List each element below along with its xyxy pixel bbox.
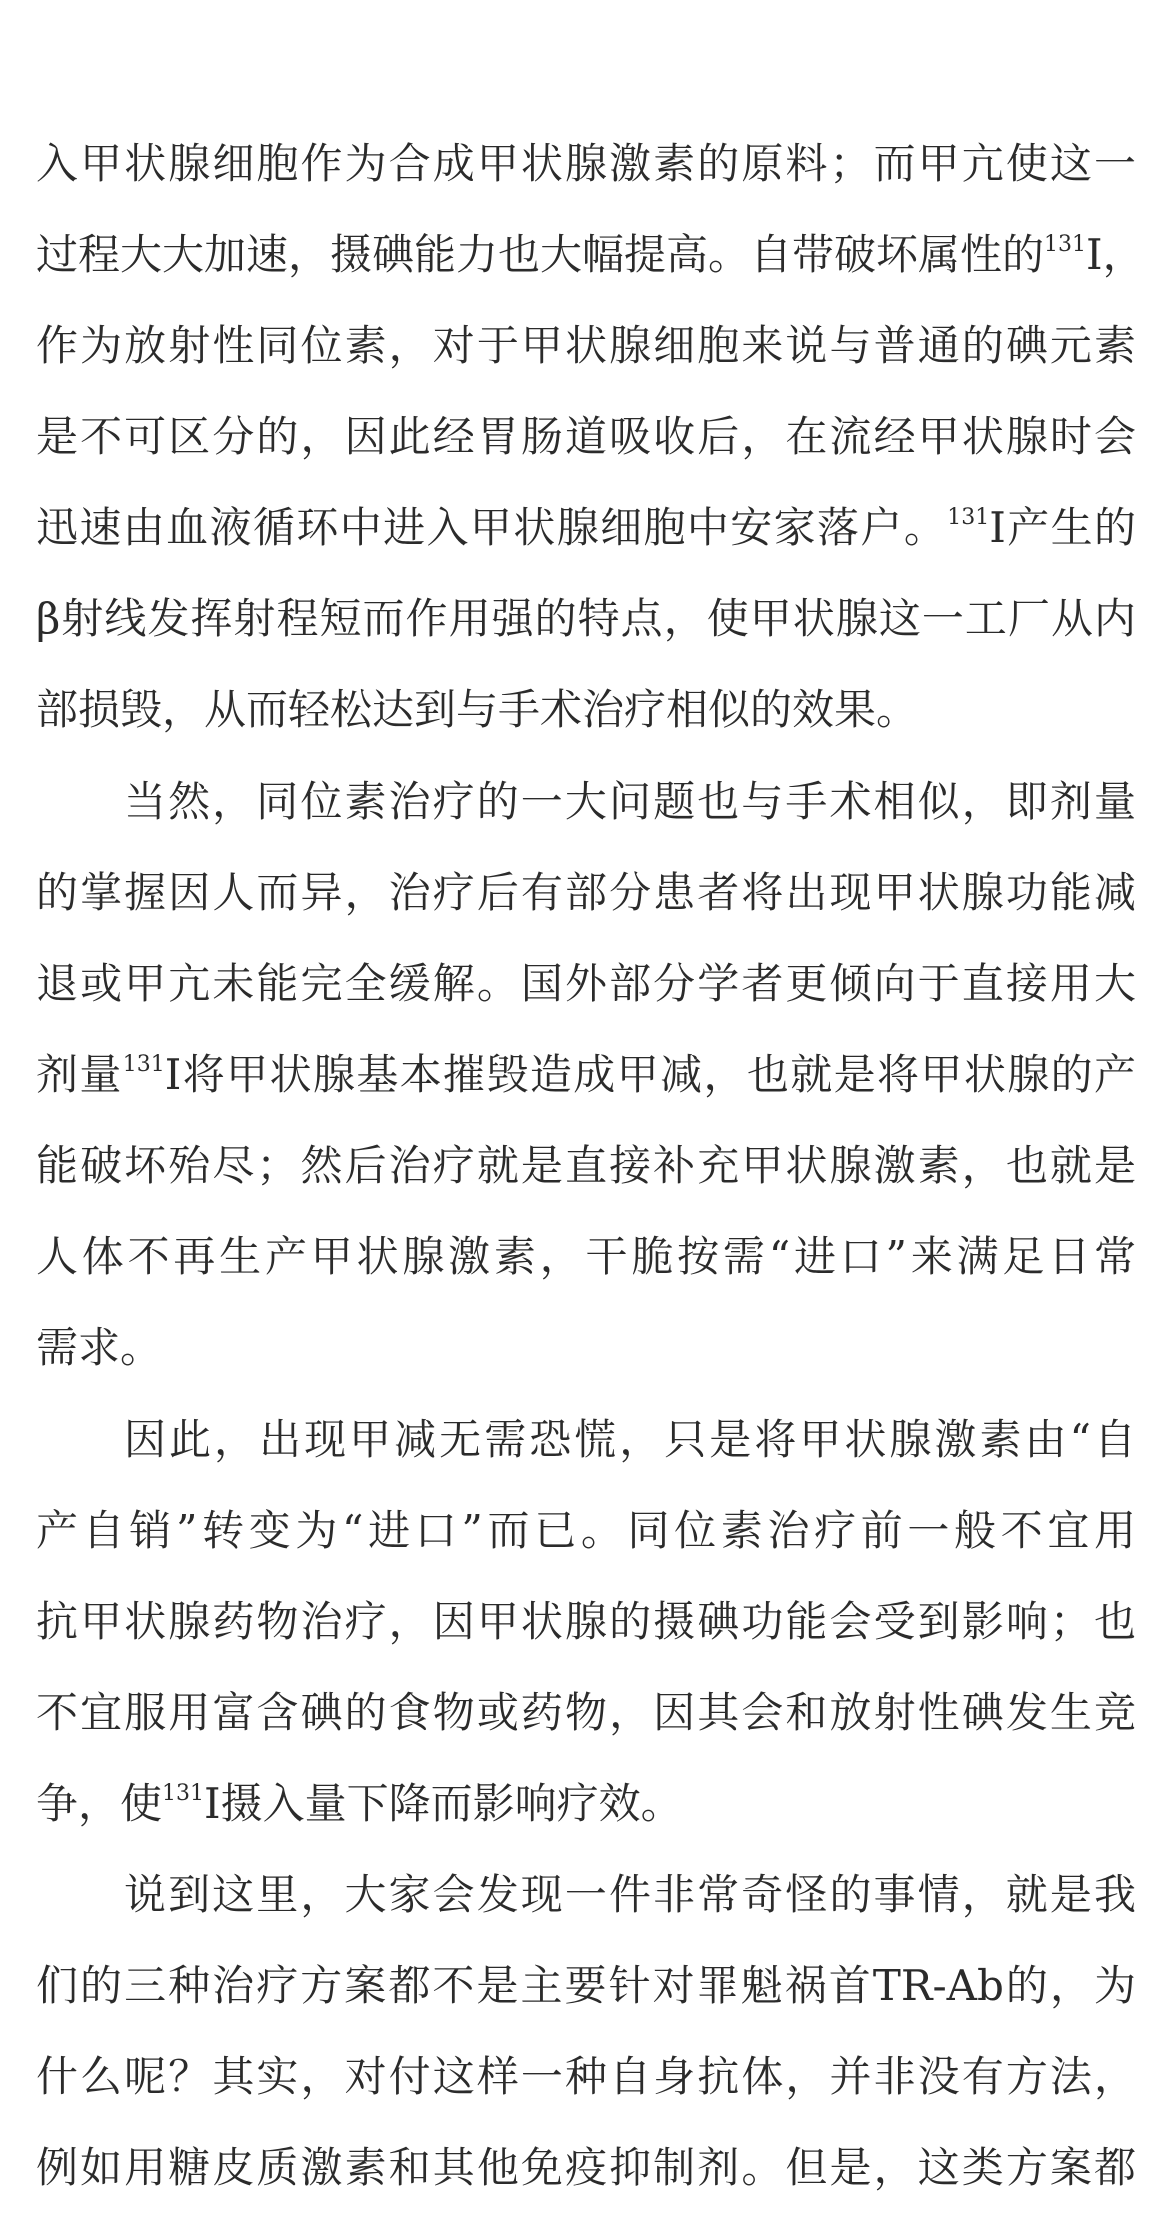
text-line: 人体不再生产甲状腺激素，干脆按需“进口”来满足日常: [36, 1232, 1136, 1281]
text-line: 争，使$^{131}$I摄入量下降而影响疗效。: [36, 1779, 683, 1828]
paragraph-1: [36, 118, 1145, 755]
text-line: 退或甲亢未能完全缓解。国外部分学者更倾向于直接用大: [36, 959, 1136, 1008]
text-line: 产自销”转变为“进口”而已。同位素治疗前一般不宜用: [36, 1506, 1136, 1555]
text-line: 入甲状腺细胞作为合成甲状腺激素的原料；而甲亢使这一: [36, 139, 1136, 188]
text-line: 剂量$^{131}$I将甲状腺基本摧毁造成甲减，也就是将甲状腺的产: [36, 1050, 1136, 1099]
text-line: 当然，同位素治疗的一大问题也与手术相似，即剂量: [124, 777, 1136, 826]
superscript: 131: [122, 1052, 165, 1077]
text-line: 因此，出现甲减无需恐慌，只是将甲状腺激素由“自: [124, 1415, 1136, 1464]
text-line: 抗甲状腺药物治疗，因甲状腺的摄碘功能会受到影响；也: [36, 1597, 1136, 1646]
paragraph-4: [36, 1849, 1136, 2213]
text-line: 例如用糖皮质激素和其他免疫抑制剂。但是，这类方案都: [36, 2143, 1136, 2192]
text-line: 作为放射性同位素，对于甲状腺细胞来说与普通的碘元素: [36, 321, 1136, 370]
text-line: 不宜服用富含碘的食物或药物，因其会和放射性碘发生竞: [36, 1688, 1136, 1737]
text-line: 们的三种治疗方案都不是主要针对罪魁祸首TR-Ab的，为: [36, 1961, 1136, 2010]
text-line: β射线发挥射程短而作用强的特点，使甲状腺这一工厂从内: [36, 594, 1136, 643]
text-line: 过程大大加速，摄碘能力也大幅提高。自带破坏属性的$^{131}$I，: [36, 230, 1145, 279]
text-line: 迅速由血液循环中进入甲状腺细胞中安家落户。$^{131}$I产生的: [36, 503, 1136, 552]
text-line: 需求。: [36, 1323, 163, 1372]
superscript: 131: [947, 505, 990, 530]
text-line: 部损毁，从而轻松达到与手术治疗相似的效果。: [36, 685, 919, 734]
text-line: 的掌握因人而异，治疗后有部分患者将出现甲状腺功能减: [36, 868, 1136, 917]
superscript: 131: [1044, 232, 1087, 257]
text-line: 什么呢？其实，对付这样一种自身抗体，并非没有方法，: [36, 2052, 1136, 2101]
text-line: 是不可区分的，因此经胃肠道吸收后，在流经甲状腺时会: [36, 412, 1136, 461]
paragraph-3: [36, 1394, 1136, 1849]
text-line: 说到这里，大家会发现一件非常奇怪的事情，就是我: [124, 1870, 1136, 1919]
paragraph-2: [36, 756, 1136, 1393]
superscript: 131: [162, 1781, 205, 1806]
text-line: 能破坏殆尽；然后治疗就是直接补充甲状腺激素，也就是: [36, 1141, 1136, 1190]
